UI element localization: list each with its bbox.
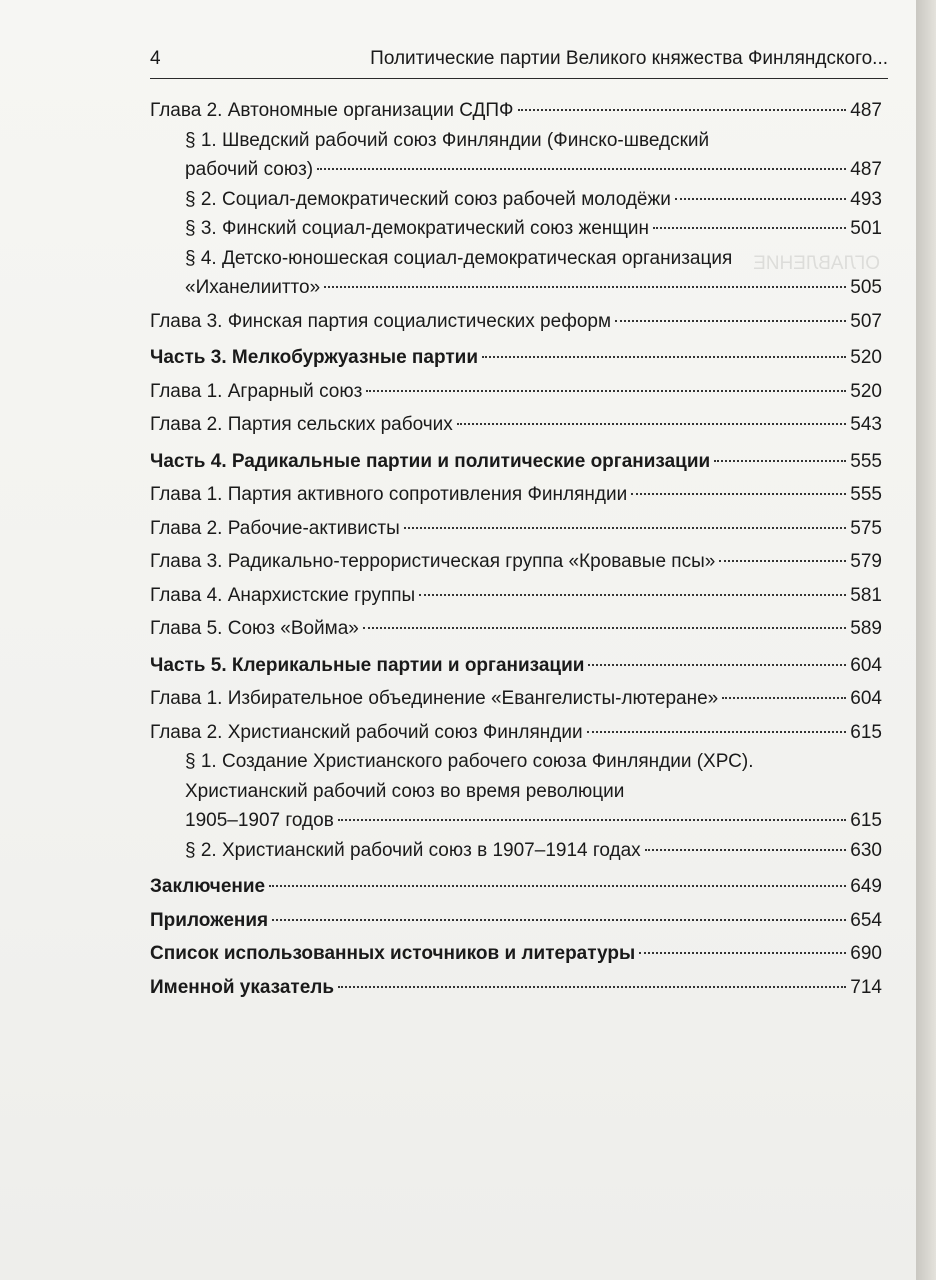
toc-entry-title: Глава 3. Радикально-террористическая группа «Кровавые псы» bbox=[150, 551, 716, 572]
toc-entry[interactable] bbox=[150, 273, 882, 303]
toc-entry-title: § 2. Социал-демократический союз рабочей молодёжи bbox=[185, 188, 671, 210]
toc-entry-page: 507 bbox=[850, 310, 882, 332]
toc-entry-page: 487 bbox=[850, 159, 882, 180]
toc-entry-page: 487 bbox=[850, 100, 882, 121]
leader-dots bbox=[404, 527, 847, 529]
running-header bbox=[150, 42, 888, 79]
leader-dots bbox=[457, 423, 847, 425]
toc-entry-title: Приложения bbox=[150, 909, 269, 931]
toc-entry-title: Глава 1. Аграрный союз bbox=[150, 380, 363, 402]
toc-entry[interactable] bbox=[150, 410, 882, 440]
toc-entry-page: 555 bbox=[850, 484, 882, 505]
leader-dots bbox=[482, 356, 846, 358]
toc-entry[interactable] bbox=[150, 684, 882, 714]
toc-entry-title: Глава 3. Финская партия социалистических реформ bbox=[150, 310, 612, 332]
toc-entry-page: 555 bbox=[850, 450, 882, 472]
table-of-contents bbox=[150, 96, 882, 1002]
page-edge bbox=[916, 0, 936, 1280]
leader-dots bbox=[645, 849, 847, 851]
leader-dots bbox=[639, 952, 846, 954]
toc-entry-page: 501 bbox=[850, 218, 882, 239]
leader-dots bbox=[272, 919, 846, 921]
toc-entry-title: рабочий союз) bbox=[185, 159, 314, 180]
toc-entry-title: Список использованных источников и литературы bbox=[150, 943, 636, 964]
leader-dots bbox=[587, 731, 847, 733]
toc-entry[interactable] bbox=[150, 214, 882, 244]
toc-entry[interactable] bbox=[150, 718, 882, 748]
toc-entry-title: Глава 2. Автономные организации СДПФ bbox=[150, 100, 514, 121]
toc-entry-title: Глава 1. Партия активного сопротивления Финляндии bbox=[150, 484, 628, 505]
leader-dots bbox=[722, 697, 846, 699]
toc-entry-page: 615 bbox=[850, 721, 882, 743]
toc-part-entry[interactable] bbox=[150, 651, 882, 681]
toc-entry-title: Часть 3. Мелкобуржуазные партии bbox=[150, 347, 479, 368]
toc-entry[interactable] bbox=[150, 96, 882, 126]
toc-entry-title: Глава 2. Христианский рабочий союз Финляндии bbox=[150, 721, 583, 743]
toc-part-entry[interactable] bbox=[150, 939, 882, 969]
leader-dots bbox=[588, 664, 846, 666]
toc-entry[interactable] bbox=[150, 185, 882, 215]
leader-dots bbox=[631, 493, 846, 495]
toc-entry-page: 520 bbox=[850, 380, 882, 402]
leader-dots bbox=[653, 227, 846, 229]
toc-entry-page: 520 bbox=[850, 347, 882, 368]
toc-part-entry[interactable] bbox=[150, 906, 882, 936]
page-number: 4 bbox=[150, 48, 161, 69]
toc-entry-title: «Иханелиитто» bbox=[185, 277, 321, 298]
toc-entry-page: 615 bbox=[850, 810, 882, 831]
toc-entry-page: 604 bbox=[850, 688, 882, 709]
leader-dots bbox=[363, 627, 846, 629]
toc-part-entry[interactable] bbox=[150, 872, 882, 902]
toc-entry-title: § 2. Христианский рабочий союз в 1907–1914 годах bbox=[185, 839, 641, 861]
toc-entry-title: Глава 2. Рабочие-активисты bbox=[150, 517, 400, 539]
leader-dots bbox=[714, 460, 846, 462]
toc-entry[interactable] bbox=[150, 547, 882, 577]
toc-entry-page: 581 bbox=[850, 584, 882, 606]
toc-entry-title: Глава 2. Партия сельских рабочих bbox=[150, 414, 453, 435]
toc-part-entry[interactable] bbox=[150, 343, 882, 373]
leader-dots bbox=[615, 320, 846, 322]
leader-dots bbox=[338, 986, 846, 988]
toc-entry-title: Именной указатель bbox=[150, 976, 335, 998]
toc-entry[interactable] bbox=[150, 514, 882, 544]
leader-dots bbox=[419, 594, 846, 596]
toc-entry-page: 630 bbox=[850, 839, 882, 861]
toc-entry-line: Христианский рабочий союз во время революции bbox=[185, 780, 625, 802]
toc-entry[interactable] bbox=[150, 581, 882, 611]
toc-entry[interactable] bbox=[150, 806, 882, 836]
leader-dots bbox=[366, 390, 846, 392]
toc-entry-title: Глава 1. Избирательное объединение «Евангелисты-лютеране» bbox=[150, 688, 719, 709]
toc-entry[interactable] bbox=[150, 480, 882, 510]
toc-entry-line: § 1. Создание Христианского рабочего союза Финляндии (ХРС). bbox=[185, 751, 754, 772]
toc-part-entry[interactable] bbox=[150, 447, 882, 477]
toc-entry-page: 543 bbox=[850, 414, 882, 435]
leader-dots bbox=[518, 109, 847, 111]
toc-entry-page: 493 bbox=[850, 188, 882, 210]
toc-entry-page: 579 bbox=[850, 551, 882, 572]
toc-entry-page: 575 bbox=[850, 517, 882, 539]
toc-entry[interactable] bbox=[150, 614, 882, 644]
toc-entry-title: Глава 5. Союз «Войма» bbox=[150, 618, 359, 639]
toc-entry[interactable] bbox=[150, 155, 882, 185]
leader-dots bbox=[719, 560, 846, 562]
toc-entry-title: Часть 5. Клерикальные партии и организации bbox=[150, 654, 585, 676]
toc-entry-page: 654 bbox=[850, 909, 882, 931]
toc-entry-page: 714 bbox=[850, 976, 882, 998]
toc-entry[interactable] bbox=[150, 377, 882, 407]
toc-entry-title: 1905–1907 годов bbox=[185, 810, 334, 831]
bleed-through-text: ОГЛАВЛЕНИЕ bbox=[753, 253, 880, 274]
toc-entry-title: Глава 4. Анархистские группы bbox=[150, 584, 416, 606]
toc-entry[interactable] bbox=[150, 307, 882, 337]
toc-entry-page: 505 bbox=[850, 277, 882, 298]
leader-dots bbox=[317, 168, 846, 170]
toc-entry-title: Часть 4. Радикальные партии и политические организации bbox=[150, 450, 711, 472]
toc-entry-page: 649 bbox=[850, 876, 882, 897]
toc-part-entry[interactable] bbox=[150, 973, 882, 1003]
toc-entry-line: § 4. Детско-юношеская социал-демократическая организация bbox=[185, 247, 733, 269]
toc-entry-page: 690 bbox=[850, 943, 882, 964]
leader-dots bbox=[338, 819, 847, 821]
toc-entry-title: Заключение bbox=[150, 876, 266, 897]
running-title: Политические партии Великого княжества Финляндского... bbox=[370, 48, 888, 69]
toc-entry-title: § 3. Финский социал-демократический союз женщин bbox=[185, 218, 650, 239]
leader-dots bbox=[324, 286, 846, 288]
toc-entry-line: § 1. Шведский рабочий союз Финляндии (Финско-шведский bbox=[185, 129, 710, 151]
toc-entry-page: 589 bbox=[850, 618, 882, 639]
toc-entry-page: 604 bbox=[850, 654, 882, 676]
leader-dots bbox=[269, 885, 846, 887]
leader-dots bbox=[675, 198, 846, 200]
toc-entry[interactable] bbox=[150, 836, 882, 866]
